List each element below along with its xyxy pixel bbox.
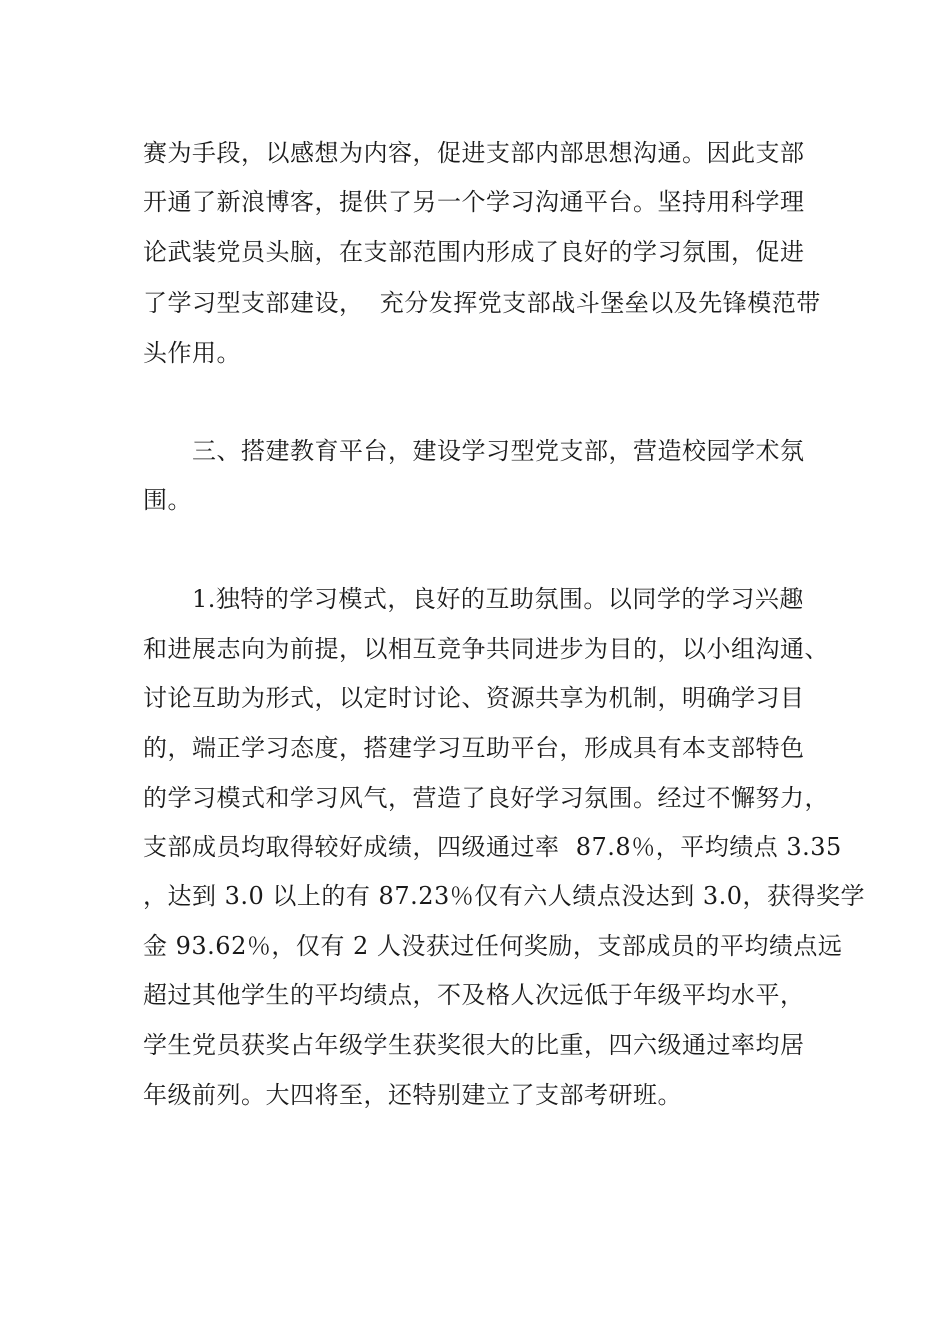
text-line: 讨论互助为形式，以定时讨论、资源共享为机制，明确学习目 [143, 684, 805, 712]
text-line: 赛为手段，以感想为内容，促进支部内部思想沟通。因此支部 [143, 139, 805, 167]
text-line: 年级前列。大四将至，还特别建立了支部考研班。 [143, 1081, 682, 1109]
text-line: 支部成员均取得较好成绩，四级通过率 87.8％，平均绩点 3.35 [143, 833, 842, 861]
text-line: 论武装党员头脑，在支部范围内形成了良好的学习氛围，促进 [143, 238, 805, 266]
text-line: ，达到 3.0 以上的有 87.23％仅有六人绩点没达到 3.0，获得奖学 [143, 882, 866, 910]
text-line: 和进展志向为前提，以相互竞争共同进步为目的，以小组沟通、 [143, 635, 829, 663]
text-line: 金 93.62％，仅有 2 人没获过任何奖励，支部成员的平均绩点远 [143, 932, 843, 960]
text-line: 三、搭建教育平台，建设学习型党支部，营造校园学术氛 [192, 437, 805, 465]
text-line: 超过其他学生的平均绩点，不及格人次远低于年级平均水平， [143, 981, 805, 1009]
text-line: 开通了新浪博客，提供了另一个学习沟通平台。坚持用科学理 [143, 188, 805, 216]
text-line: 围。 [143, 486, 192, 514]
text-line: 学生党员获奖占年级学生获奖很大的比重，四六级通过率均居 [143, 1031, 805, 1059]
text-line: 的，端正学习态度，搭建学习互助平台，形成具有本支部特色 [143, 734, 805, 762]
text-line: 头作用。 [143, 339, 241, 367]
text-line: 了学习型支部建设， 充分发挥党支部战斗堡垒以及先锋模范带 [143, 289, 821, 317]
text-line: 的学习模式和学习风气，营造了良好学习氛围。经过不懈努力， [143, 784, 829, 812]
text-line: 1.独特的学习模式，良好的互助氛围。以同学的学习兴趣 [192, 585, 804, 613]
